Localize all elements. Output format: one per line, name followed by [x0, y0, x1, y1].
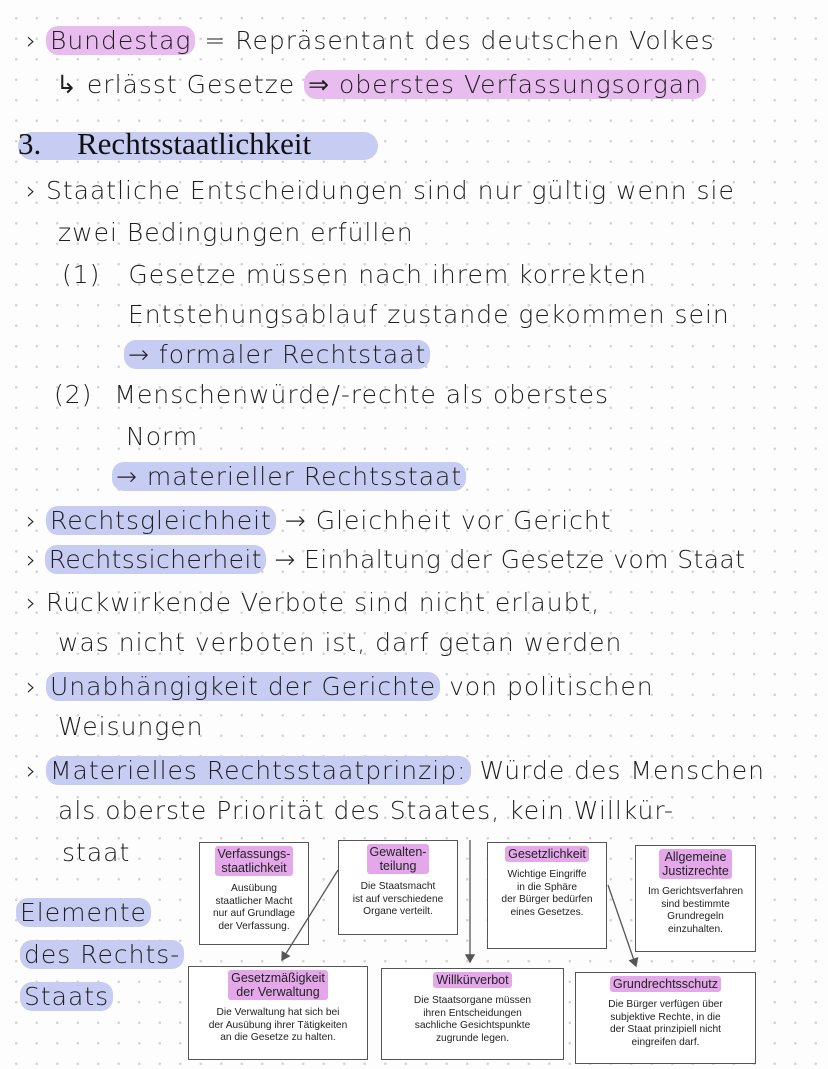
side-label-line3: Staats: [20, 982, 113, 1011]
diagram-box-willkuerverbot: Willkürverbot Die Staatsorgane müssen ihren Entscheidungen sachliche Gesichtspunkte zugrunde legen.: [381, 968, 564, 1060]
line-bundestag: › Bundestag = Repräsentant des deutschen Volkes: [26, 26, 715, 55]
condition-2-line2: Norm: [126, 422, 199, 451]
diagram-box-grundrechtsschutz: Grundrechtsschutz Die Bürger verfügen über subjektive Rechte, in die der Staat prinzipiell nicht eingreifen darf.: [575, 972, 756, 1064]
bullet-unabhaengigkeit-line2: Weisungen: [58, 712, 204, 741]
bullet-materielles-line2: als oberste Priorität des Staates, kein Willkür-: [58, 796, 675, 825]
diagram-box-gesetzlichkeit: Gesetzlichkeit Wichtige Eingriffe in die Sphäre der Bürger bedürfen eines Gesetzes.: [487, 842, 607, 949]
condition-2: (2) Menschenwürde/-rechte als oberstes: [54, 380, 610, 409]
arrow-gewaltenteilung-to-gesetzmaessigkeit: [282, 870, 338, 960]
condition-2-result: → materieller Rechtsstaat: [112, 462, 466, 491]
note-entscheidungen: › Staatliche Entscheidungen sind nur gültig wenn sie: [26, 176, 735, 205]
term-bundestag: Bundestag: [46, 26, 195, 55]
highlight-verfassungsorgan: ⇒ oberstes Verfassungsorgan: [304, 70, 706, 99]
bullet-rueckwirkend-line2: was nicht verboten ist, darf getan werden: [58, 628, 623, 657]
condition-1: (1) Gesetze müssen nach ihrem korrekten: [62, 260, 647, 289]
side-label-line1: Elemente: [16, 898, 151, 927]
note-bedingungen: zwei Bedingungen erfüllen: [58, 218, 414, 247]
bullet-rueckwirkend: › Rückwirkende Verbote sind nicht erlaubt,: [26, 588, 601, 617]
bullet-rechtssicherheit: › Rechtssicherheit → Einhaltung der Gesetze vom Staat: [26, 545, 746, 574]
diagram-box-gesetzmaessigkeit: Gesetzmäßigkeit der Verwaltung Die Verwaltung hat sich bei der Ausübung ihrer Tätigkeiten an die Gesetze zu halten.: [188, 966, 368, 1060]
bullet-materielles-line3: staat: [62, 838, 131, 867]
bullet-rechtsgleichheit: › Rechtsgleichheit → Gleichheit vor Gericht: [26, 506, 612, 535]
section-number: 3.: [18, 126, 42, 161]
bullet-materielles: › Materielles Rechtsstaatprinzip: Würde des Menschen: [26, 756, 766, 785]
arrow-gesetzlichkeit-to-grundrechtsschutz: [608, 885, 636, 966]
condition-1-result: → formaler Rechtstaat: [124, 340, 430, 369]
section-title: Rechtsstaatlichkeit: [77, 126, 312, 161]
diagram-box-gewaltenteilung: Gewalten- teilung Die Staatsmacht ist auf verschiedene Organe verteilt.: [338, 840, 458, 935]
side-label-line2: des Rechts-: [20, 940, 184, 969]
line-gesetze: ↳ erlässt Gesetze ⇒ oberstes Verfassungsorgan: [56, 70, 706, 99]
diagram-box-verfassungsstaatlichkeit: Verfassungs- staatlichkeit Ausübung staatlicher Macht nur auf Grundlage der Verfassung.: [199, 842, 309, 945]
bullet-unabhaengigkeit: › Unabhängigkeit der Gerichte von politischen: [26, 672, 654, 701]
diagram-box-justizrechte: Allgemeine Justizrechte Im Gerichtsverfahren sind bestimmte Grundregeln einzuhalten.: [635, 845, 756, 952]
condition-1-line2: Entstehungsablauf zustande gekommen sein: [128, 300, 730, 329]
